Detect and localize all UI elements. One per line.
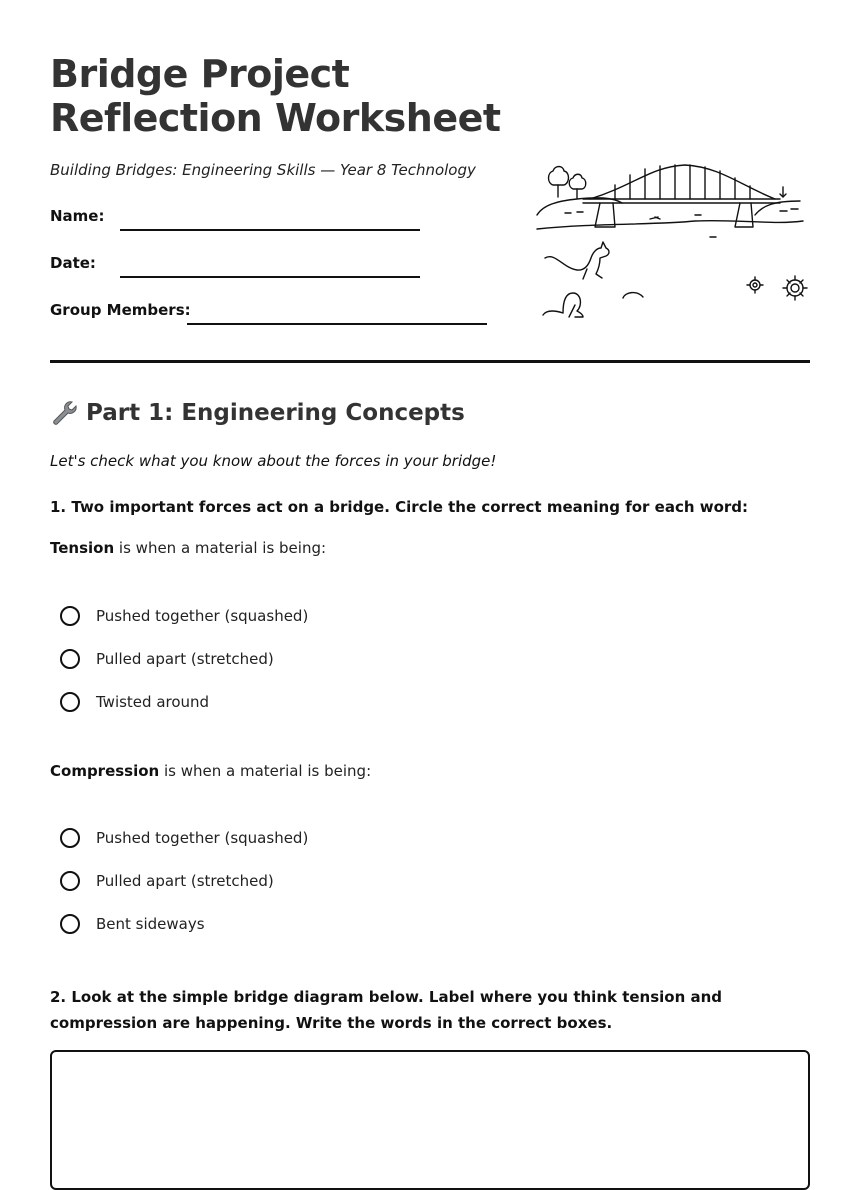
radio-circle[interactable] — [60, 828, 80, 848]
tension-rest: is when a material is being: — [114, 539, 327, 557]
compression-option-3[interactable] — [60, 914, 205, 934]
compression-prompt — [50, 762, 371, 780]
radio-circle[interactable] — [60, 871, 80, 891]
option-label: Pushed together (squashed) — [96, 829, 309, 847]
part1-title — [50, 398, 465, 428]
radio-circle[interactable] — [60, 606, 80, 626]
header-divider — [50, 360, 810, 363]
title-line-1: Bridge Project — [50, 52, 350, 96]
name-field[interactable] — [120, 229, 420, 231]
radio-circle[interactable] — [60, 914, 80, 934]
tension-option-1[interactable] — [60, 606, 308, 626]
compression-term: Compression — [50, 762, 160, 780]
option-label: Pushed together (squashed) — [96, 607, 309, 625]
date-label: Date: — [50, 254, 96, 272]
wrench-icon — [50, 398, 80, 428]
part1-title-text: Part 1: Engineering Concepts — [86, 400, 465, 426]
group-members-label: Group Members: — [50, 301, 191, 319]
tree-icon — [549, 167, 586, 199]
group-members-field[interactable] — [187, 323, 487, 325]
tension-prompt — [50, 539, 326, 557]
date-field[interactable] — [120, 276, 420, 278]
compression-rest: is when a material is being: — [159, 762, 372, 780]
bridge-scene-icon — [535, 155, 810, 330]
option-label: Pulled apart (stretched) — [96, 872, 274, 890]
option-label: Bent sideways — [96, 915, 205, 933]
part1-intro: Let's check what you know about the forces in your bridge! — [50, 452, 497, 470]
radio-circle[interactable] — [60, 649, 80, 669]
option-label: Twisted around — [96, 693, 210, 711]
tension-option-3[interactable] — [60, 692, 209, 712]
compression-option-2[interactable] — [60, 871, 274, 891]
radio-circle[interactable] — [60, 692, 80, 712]
page-title — [50, 52, 501, 140]
question-1: 1. Two important forces act on a bridge. Circle the correct meaning for each word: — [50, 498, 749, 516]
title-line-2: Reflection Worksheet — [50, 96, 501, 140]
bridge-icon — [583, 165, 786, 227]
question-2: 2. Look at the simple bridge diagram below. Label where you think tension and compression are happening. Write the words in the correct boxes. — [50, 988, 723, 1032]
bridge-diagram-box[interactable] — [50, 1050, 810, 1190]
subtitle: Building Bridges: Engineering Skills — Year 8 Technology — [50, 161, 476, 179]
kangaroo-icon — [545, 242, 609, 279]
tension-option-2[interactable] — [60, 649, 274, 669]
tension-term: Tension — [50, 539, 115, 557]
name-label: Name: — [50, 207, 105, 225]
option-label: Pulled apart (stretched) — [96, 650, 274, 668]
compression-option-1[interactable] — [60, 828, 308, 848]
gear-icon — [747, 276, 807, 300]
